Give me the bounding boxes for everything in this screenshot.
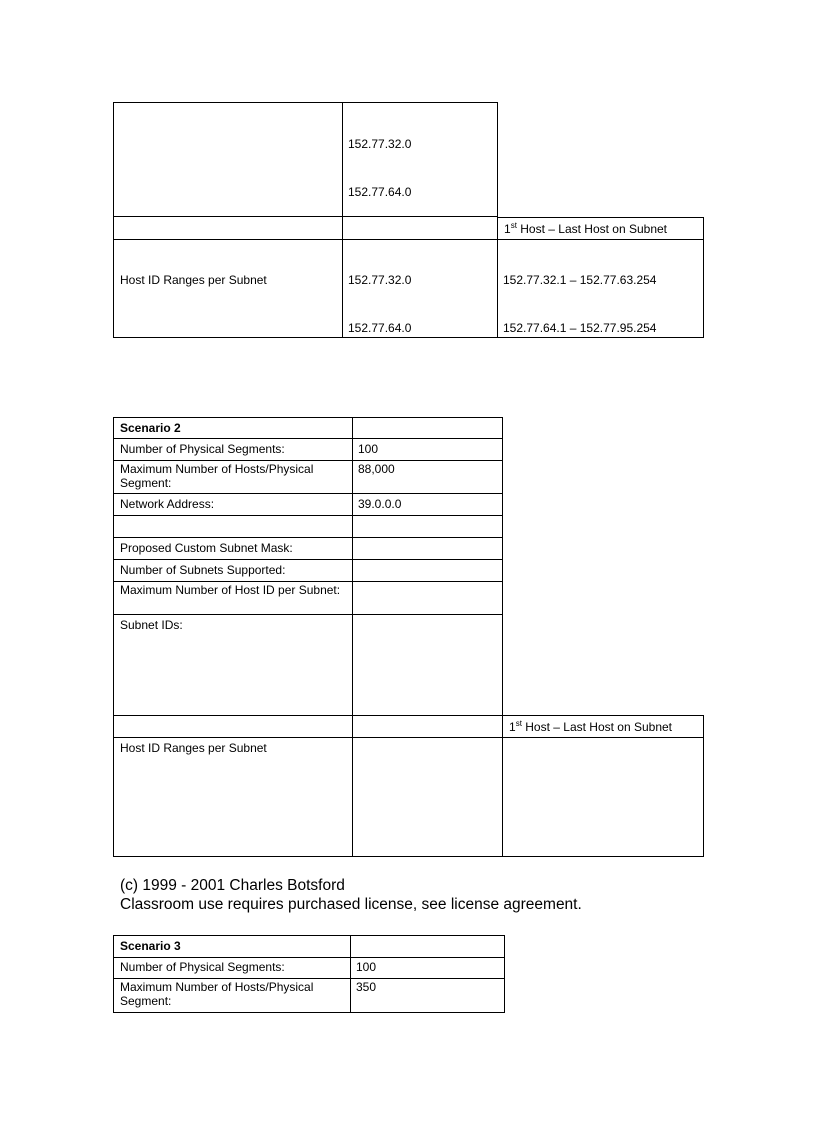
table1-row-label: Host ID Ranges per Subnet bbox=[113, 239, 343, 338]
copyright-footer bbox=[120, 876, 582, 914]
subnet-ids-value bbox=[352, 614, 503, 716]
license-text: Classroom use requires purchased license, see license agreement. bbox=[120, 896, 582, 913]
blank-row bbox=[352, 515, 503, 538]
blank-row bbox=[113, 515, 353, 538]
table1-header-empty bbox=[342, 217, 498, 240]
scenario3-hosts-label: Maximum Number of Hosts/Physical Segment: bbox=[113, 978, 351, 1013]
range-header-empty bbox=[113, 715, 353, 738]
list-item: 152.77.64.0 bbox=[348, 321, 412, 335]
table1-empty-label-cell bbox=[113, 102, 343, 217]
host-range: 152.77.32.1 – 152.77.63.254 bbox=[503, 273, 657, 287]
network-label: Network Address: bbox=[113, 493, 353, 516]
list-item: 152.77.32.0 bbox=[348, 273, 412, 287]
hosts-label: Maximum Number of Hosts/Physical Segment: bbox=[113, 460, 353, 494]
scenario3-title: Scenario 3 bbox=[113, 935, 351, 958]
ranges-subnet-col bbox=[352, 737, 503, 857]
copyright-text: (c) 1999 - 2001 Charles Botsford bbox=[120, 877, 345, 894]
mask-value bbox=[352, 537, 503, 560]
subnets-label: Number of Subnets Supported: bbox=[113, 559, 353, 582]
subnet-id: 152.77.64.0 bbox=[348, 185, 412, 199]
scenario2-title: Scenario 2 bbox=[113, 417, 353, 439]
ranges-host-col bbox=[502, 737, 704, 857]
table1-header-empty bbox=[113, 217, 343, 240]
table1-subnet-col bbox=[342, 239, 498, 338]
table1-ranges-col bbox=[497, 239, 704, 338]
ranges-label: Host ID Ranges per Subnet bbox=[113, 737, 353, 857]
mask-label: Proposed Custom Subnet Mask: bbox=[113, 537, 353, 560]
scenario3-segments-label: Number of Physical Segments: bbox=[113, 957, 351, 979]
segments-value: 100 bbox=[352, 438, 503, 461]
max-host-label: Maximum Number of Host ID per Subnet: bbox=[113, 581, 353, 615]
subnets-value bbox=[352, 559, 503, 582]
scenario3-hosts-value: 350 bbox=[350, 978, 505, 1013]
table1-subnet-ids-cell bbox=[342, 102, 498, 217]
table1-range-header: 1st Host – Last Host on Subnet bbox=[497, 217, 704, 240]
max-host-value bbox=[352, 581, 503, 615]
scenario3-title-value bbox=[350, 935, 505, 958]
hosts-value: 88,000 bbox=[352, 460, 503, 494]
subnet-id: 152.77.32.0 bbox=[348, 137, 412, 151]
host-range: 152.77.64.1 – 152.77.95.254 bbox=[503, 321, 657, 335]
scenario2-range-header: 1st Host – Last Host on Subnet bbox=[502, 715, 704, 738]
scenario2-title-value bbox=[352, 417, 503, 439]
scenario3-segments-value: 100 bbox=[350, 957, 505, 979]
range-header-empty bbox=[352, 715, 503, 738]
subnet-ids-label: Subnet IDs: bbox=[113, 614, 353, 716]
network-value: 39.0.0.0 bbox=[352, 493, 503, 516]
segments-label: Number of Physical Segments: bbox=[113, 438, 353, 461]
